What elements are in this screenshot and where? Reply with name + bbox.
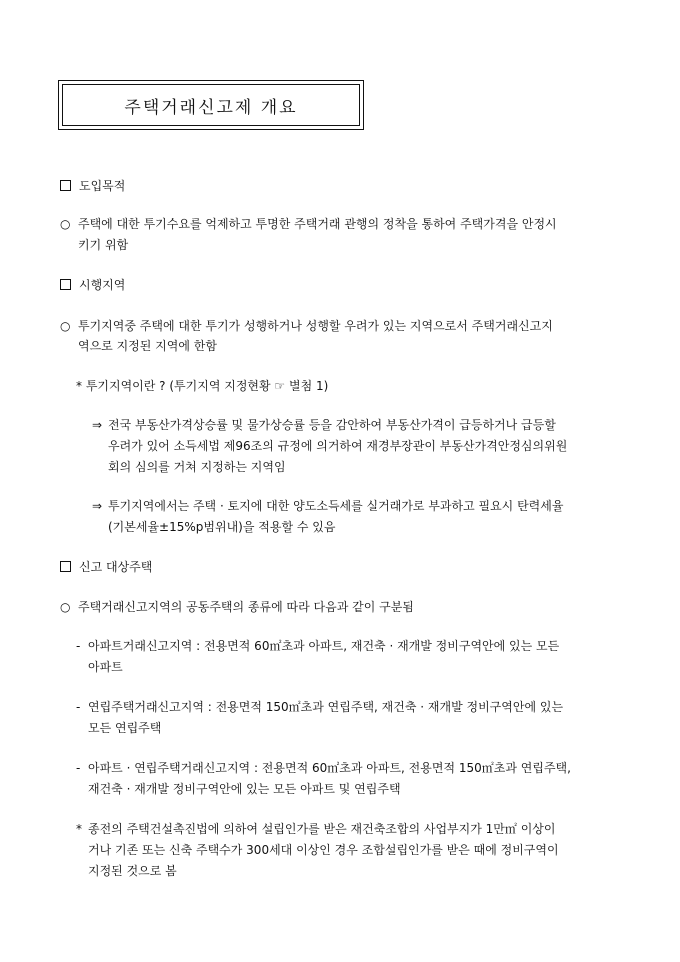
page-title: 주택거래신고제 개요 [62,84,360,126]
dash-item-both: - 아파트 · 연립주택거래신고지역 : 전용면적 60㎡초과 아파트, 전용면적 150㎡초과 연립주택, [76,758,571,779]
purpose-bullet-cont: 키기 위함 [78,238,129,252]
asterisk-icon: * [76,822,82,836]
purpose-bullet: ○ 주택에 대한 투기수요를 억제하고 투명한 주택거래 관행의 정착을 통하여 주택가격을 안정시 [60,214,624,235]
dash-item-rowhouse: - 연립주택거래신고지역 : 전용면적 150㎡초과 연립주택, 재건축 · 재개발 정비구역안에 있는 [76,697,563,718]
dash-bullet-icon: - [76,761,81,775]
right-arrow-icon: ⇒ [92,418,103,432]
arrow-item-1-cont: 회의 심의를 거쳐 지정하는 지역임 [108,460,286,474]
checkbox-square-icon [60,180,71,191]
circle-bullet-icon: ○ [60,600,71,614]
area-bullet-cont: 역으로 지정된 지역에 한함 [78,339,217,353]
area-bullet: ○ 투기지역중 주택에 대한 투기가 성행하거나 성행할 우려가 있는 지역으로서 주택거래신고지 [60,316,624,337]
footnote-cont: 지정된 것으로 봄 [88,864,177,878]
circle-bullet-icon: ○ [60,319,71,333]
speculation-note: * 투기지역이란 ? (투기지역 지정현황 ☞ 별첨 1) [76,379,329,393]
checkbox-square-icon [60,279,71,290]
dash-bullet-icon: - [76,700,81,714]
title-box [58,80,364,130]
dash-item-rowhouse-cont: 모든 연립주택 [88,721,162,735]
section-heading-purpose: 도입목적 [60,176,125,197]
circle-bullet-icon: ○ [60,217,71,231]
section-heading-area: 시행지역 [60,275,125,296]
target-bullet: ○ 주택거래신고지역의 공동주택의 종류에 따라 다음과 같이 구분됨 [60,597,624,618]
right-arrow-icon: ⇒ [92,499,103,513]
checkbox-square-icon [60,561,71,572]
arrow-item-2-cont: (기본세율±15%p범위내)을 적용할 수 있음 [108,520,336,534]
arrow-item-2: ⇒ 투기지역에서는 주택 · 토지에 대한 양도소득세를 실거래가로 부과하고 필요시 탄력세율 [92,496,563,517]
arrow-item-1-cont: 우려가 있어 소득세법 제96조의 규정에 의거하여 재경부장관이 부동산가격안정심의위원 [108,439,568,453]
footnote-cont: 거나 기존 또는 신축 주택수가 300세대 이상인 경우 조합설립인가를 받은 때에 정비구역이 [88,843,559,857]
arrow-item-1: ⇒ 전국 부동산가격상승률 및 물가상승률 등을 감안하여 부동산가격이 급등하거나 급등할 [92,415,556,436]
footnote: * 종전의 주택건설촉진법에 의하여 설립인가를 받은 재건축조합의 사업부지가 1만㎡ 이상이 [76,819,555,840]
dash-bullet-icon: - [76,639,81,653]
section-heading-target: 신고 대상주택 [60,557,152,578]
dash-item-apartment: - 아파트거래신고지역 : 전용면적 60㎡초과 아파트, 재건축 · 재개발 정비구역안에 있는 모든 [76,636,559,657]
dash-item-both-cont: 재건축 · 재개발 정비구역안에 있는 모든 아파트 및 연립주택 [88,782,401,796]
dash-item-apartment-cont: 아파트 [88,660,123,674]
